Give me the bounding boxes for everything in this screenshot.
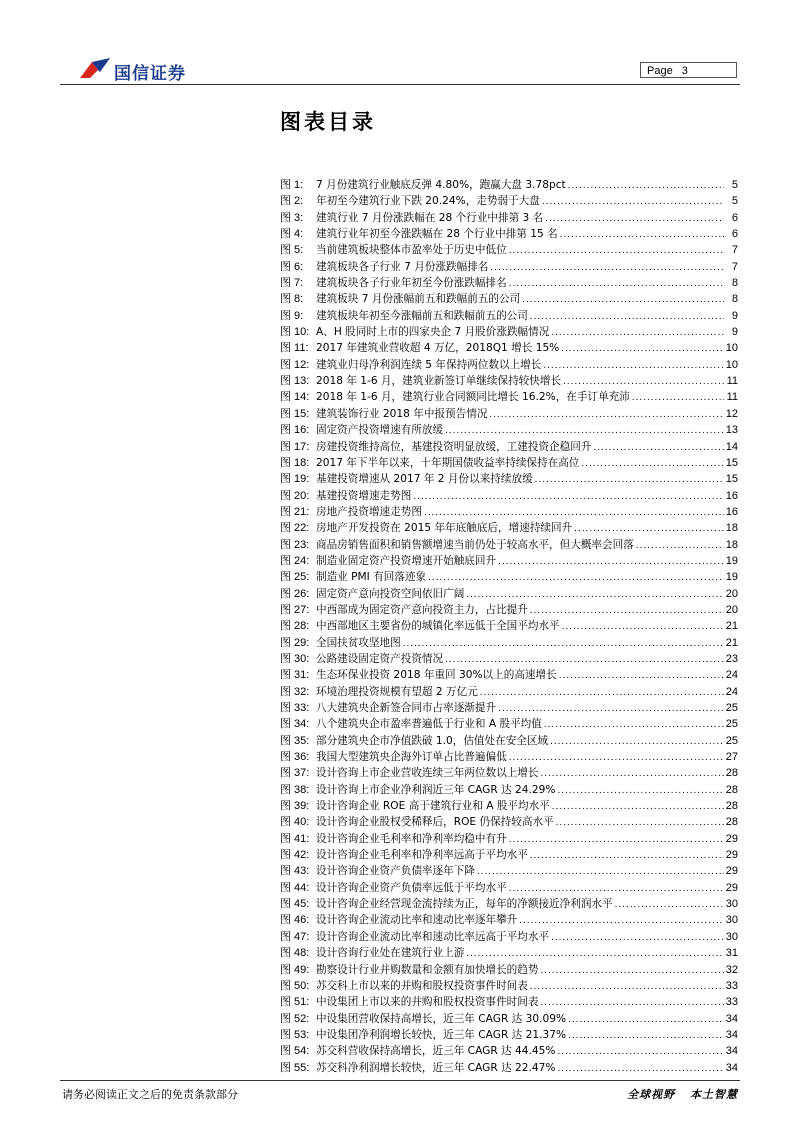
toc-leader-dots xyxy=(445,652,724,667)
toc-figure-title: 2018 年 1-6 月，建筑行业合同额同比增长 16.2%，在手订单充沛 xyxy=(316,391,630,404)
toc-entry[interactable] xyxy=(280,569,738,585)
toc-page-number: 29 xyxy=(725,832,738,845)
toc-page-number: 14 xyxy=(725,440,738,453)
toc-figure-number: 图 38: xyxy=(280,783,310,796)
toc-figure-number: 图 22: xyxy=(280,522,310,535)
toc-figure-number: 图 52: xyxy=(280,1012,310,1025)
company-name: 国信证券 xyxy=(114,64,186,84)
toc-leader-dots xyxy=(543,358,723,373)
toc-figure-number: 图 3: xyxy=(280,211,304,224)
footer-slogan-2: 本土智慧 xyxy=(690,1088,738,1101)
toc-page-number: 28 xyxy=(725,783,738,796)
toc-entry[interactable] xyxy=(280,945,738,961)
toc-figure-title: 设计咨询企业资产负债率逐年下降 xyxy=(316,865,475,878)
toc-leader-dots xyxy=(466,587,723,602)
toc-leader-dots xyxy=(552,799,724,814)
toc-figure-title: 建筑板块年初至今涨幅前五和跌幅前五的公司 xyxy=(316,309,528,322)
toc-page-number: 23 xyxy=(725,652,738,665)
toc-entry[interactable] xyxy=(280,700,738,716)
toc-leader-dots xyxy=(413,489,723,504)
toc-entry[interactable] xyxy=(280,553,738,569)
toc-figure-number: 图 4: xyxy=(280,228,304,241)
toc-leader-dots xyxy=(551,325,724,340)
toc-leader-dots xyxy=(509,750,724,765)
toc-leader-dots xyxy=(545,211,724,226)
toc-leader-dots xyxy=(522,292,724,307)
toc-entry[interactable] xyxy=(280,602,738,618)
toc-figure-title: 设计咨询企业流动比率和速动比率逐年攀升 xyxy=(316,914,518,927)
toc-figure-title: 部分建筑央企市净值跌破 1.0，估值处在安全区域 xyxy=(316,734,549,747)
toc-page-number: 33 xyxy=(725,979,738,992)
toc-page-number: 31 xyxy=(725,947,738,960)
toc-entry[interactable] xyxy=(280,749,738,765)
toc-entry[interactable] xyxy=(280,226,738,242)
toc-entry[interactable] xyxy=(280,994,738,1010)
toc-figure-number: 图 33: xyxy=(280,702,310,714)
toc-entry[interactable] xyxy=(280,929,738,945)
toc-page-number: 9 xyxy=(731,309,738,322)
toc-figure-title: 基建投资增速从 2017 年 2 月份以来持续放缓 xyxy=(316,473,533,486)
toc-entry[interactable] xyxy=(280,831,738,847)
toc-figure-number: 图 46: xyxy=(280,914,310,927)
toc-figure-title: 固定资产意向投资空间依旧广阔 xyxy=(316,587,465,600)
toc-leader-dots xyxy=(535,472,724,487)
toc-leader-dots xyxy=(490,260,724,275)
toc-figure-number: 图 53: xyxy=(280,1028,310,1041)
page-indicator xyxy=(640,62,737,78)
toc-leader-dots xyxy=(581,456,723,471)
toc-figure-number: 图 23: xyxy=(280,538,310,551)
toc-figure-number: 图 32: xyxy=(280,685,310,698)
toc-figure-title: 建筑板块各子行业 7 月份涨跌幅排名 xyxy=(316,260,489,273)
toc-entry[interactable] xyxy=(280,177,738,193)
toc-page-number: 18 xyxy=(725,538,738,551)
toc-leader-dots xyxy=(498,554,724,569)
toc-entry[interactable] xyxy=(280,537,738,553)
toc-entry[interactable] xyxy=(280,422,738,438)
toc-leader-dots xyxy=(557,783,723,798)
toc-figure-number: 图 45: xyxy=(280,898,310,911)
toc-figure-title: 生态环保业投资 2018 年重回 30%以上的高速增长 xyxy=(316,669,557,682)
toc-page-number: 29 xyxy=(725,865,738,878)
toc-figure-number: 图 54: xyxy=(280,1045,310,1058)
toc-figure-title: 我国大型建筑央企海外订单占比普遍偏低 xyxy=(316,751,507,764)
toc-figure-number: 图 17: xyxy=(280,440,310,453)
toc-figure-title: 固定资产投资增速有所放缓 xyxy=(316,424,444,437)
toc-figure-title: 中设集团营收保持高增长，近三年 CAGR 达 30.09% xyxy=(316,1012,567,1025)
toc-figure-title: 苏交科上市以来的并购和股权投资事件时间表 xyxy=(316,979,528,992)
toc-leader-dots xyxy=(557,1061,723,1076)
toc-page-number: 34 xyxy=(725,1028,738,1041)
toc-entry[interactable] xyxy=(280,373,738,389)
toc-figure-title: 2018 年 1-6 月，建筑业新签订单继续保持较快增长 xyxy=(316,375,562,388)
toc-figure-title: 环境治理投资规模有望超 2 万亿元 xyxy=(316,685,478,698)
toc-figure-number: 图 1: xyxy=(280,179,304,191)
toc-leader-dots xyxy=(562,619,724,634)
toc-page-number: 18 xyxy=(725,522,738,535)
toc-page-number: 27 xyxy=(725,751,738,764)
toc-leader-dots xyxy=(632,390,724,405)
toc-figure-title: 2017 年下半年以来，十年期国债收益率持续保持在高位 xyxy=(316,456,580,469)
toc-page-number: 16 xyxy=(725,489,738,502)
toc-leader-dots xyxy=(593,440,723,455)
toc-page-number: 24 xyxy=(725,685,738,698)
toc-page-number: 20 xyxy=(725,603,738,616)
toc-leader-dots xyxy=(568,1028,724,1043)
toc-entry[interactable] xyxy=(280,1011,738,1027)
toc-figure-title: 勘察设计行业并购数量和金额有加快增长的趋势 xyxy=(316,963,539,976)
toc-page-number: 10 xyxy=(725,358,738,371)
toc-leader-dots xyxy=(445,423,724,438)
toc-entry[interactable] xyxy=(280,193,738,209)
toc-figure-number: 图 10: xyxy=(280,326,310,339)
toc-figure-number: 图 6: xyxy=(280,260,304,273)
toc-leader-dots xyxy=(542,194,724,209)
toc-figure-title: 2017 年建筑业营收超 4 万亿，2018Q1 增长 15% xyxy=(316,342,560,355)
toc-leader-dots xyxy=(556,815,724,830)
toc-figure-title: 房地产开发投资在 2015 年年底触底后，增速持续回升 xyxy=(316,522,573,535)
toc-page-number: 21 xyxy=(725,636,738,649)
toc-entry[interactable] xyxy=(280,324,738,340)
toc-page-number: 34 xyxy=(725,1045,738,1058)
toc-entry[interactable] xyxy=(280,1043,738,1059)
toc-entry[interactable] xyxy=(280,912,738,928)
toc-figure-number: 图 15: xyxy=(280,407,310,420)
toc-entry[interactable] xyxy=(280,814,738,830)
toc-figure-title: 建筑行业 7 月份涨跌幅在 28 个行业中排第 3 名 xyxy=(316,211,544,224)
toc-leader-dots xyxy=(530,603,724,618)
toc-entry[interactable] xyxy=(280,962,738,978)
toc-entry[interactable] xyxy=(280,716,738,732)
toc-entry[interactable] xyxy=(280,1027,738,1043)
toc-figure-title: 设计咨询企业毛利率和净利率远高于平均水平 xyxy=(316,849,528,862)
page-title: 图表目录 xyxy=(280,110,376,134)
toc-figure-number: 图 5: xyxy=(280,244,304,257)
toc-figure-title: 当前建筑板块整体市盈率处于历史中低位 xyxy=(316,244,507,257)
toc-leader-dots xyxy=(489,407,723,422)
toc-page-number: 10 xyxy=(725,342,738,355)
toc-entry[interactable] xyxy=(280,259,738,275)
toc-entry[interactable] xyxy=(280,275,738,291)
toc-entry[interactable] xyxy=(280,504,738,520)
toc-leader-dots xyxy=(540,995,723,1010)
toc-page-number: 32 xyxy=(725,963,738,976)
toc-figure-title: 中西部成为固定资产意向投资主力，占比提升 xyxy=(316,603,528,616)
toc-figure-number: 图 37: xyxy=(280,767,310,780)
footer-slogan-1: 全球视野 xyxy=(627,1088,676,1101)
toc-leader-dots xyxy=(540,963,723,978)
toc-leader-dots xyxy=(428,570,724,585)
toc-figure-number: 图 26: xyxy=(280,587,310,600)
toc-figure-number: 图 49: xyxy=(280,963,310,976)
toc-figure-number: 图 27: xyxy=(280,603,310,616)
toc-figure-number: 图 47: xyxy=(280,930,310,943)
toc-page-number: 30 xyxy=(725,930,738,943)
page-label: Page xyxy=(647,65,673,77)
toc-figure-number: 图 28: xyxy=(280,620,310,633)
toc-figure-title: 设计咨询企业资产负债率远低于平均水平 xyxy=(316,881,507,894)
toc-page-number: 8 xyxy=(731,293,738,306)
toc-page-number: 16 xyxy=(725,505,738,518)
footer-disclaimer: 请务必阅读正文之后的免责条款部分 xyxy=(62,1088,238,1101)
toc-page-number: 25 xyxy=(725,734,738,747)
page-number: 3 xyxy=(681,65,688,77)
toc-figure-number: 图 13: xyxy=(280,375,310,388)
toc-figure-title: 设计咨询上市企业营收连续三年两位数以上增长 xyxy=(316,767,539,780)
toc-figure-title: A、H 股同时上市的四家央企 7 月股价涨跌幅情况 xyxy=(316,326,550,339)
toc-entry[interactable] xyxy=(280,357,738,373)
toc-figure-number: 图 35: xyxy=(280,734,310,747)
toc-figure-title: 年初至今建筑行业下跌 20.24%，走势弱于大盘 xyxy=(316,195,540,208)
toc-entry[interactable] xyxy=(280,471,738,487)
toc-leader-dots xyxy=(480,685,724,700)
toc-figure-number: 图 41: xyxy=(280,832,310,845)
toc-page-number: 13 xyxy=(725,424,738,437)
toc-entry[interactable] xyxy=(280,978,738,994)
toc-page-number: 11 xyxy=(726,391,738,404)
toc-entry[interactable] xyxy=(280,308,738,324)
toc-figure-number: 图 21: xyxy=(280,505,310,518)
toc-page-number: 24 xyxy=(725,669,738,682)
toc-figure-number: 图 30: xyxy=(280,652,310,665)
toc-figure-title: 建筑板块各子行业年初至今份涨跌幅排名 xyxy=(316,277,507,290)
toc-entry[interactable] xyxy=(280,765,738,781)
toc-figure-title: 设计咨询上市企业净利润近三年 CAGR 达 24.29% xyxy=(316,783,556,796)
toc-figure-title: 设计咨询企业 ROE 高于建筑行业和 A 股平均水平 xyxy=(316,800,550,813)
toc-leader-dots xyxy=(574,521,724,536)
toc-page-number: 28 xyxy=(725,800,738,813)
toc-page-number: 11 xyxy=(726,375,738,388)
toc-figure-title: 基建投资增速走势图 xyxy=(316,489,412,502)
toc-page-number: 7 xyxy=(731,260,738,273)
table-of-figures xyxy=(280,177,738,1076)
toc-page-number: 33 xyxy=(725,996,738,1009)
toc-leader-dots xyxy=(477,864,724,879)
toc-leader-dots xyxy=(544,717,724,732)
toc-page-number: 7 xyxy=(731,244,738,257)
toc-leader-dots xyxy=(559,668,724,683)
toc-page-number: 5 xyxy=(731,179,738,191)
toc-page-number: 15 xyxy=(725,473,738,486)
toc-page-number: 20 xyxy=(725,587,738,600)
toc-figure-number: 图 48: xyxy=(280,947,310,960)
toc-figure-number: 图 29: xyxy=(280,636,310,649)
toc-figure-number: 图 18: xyxy=(280,456,310,469)
toc-figure-number: 图 14: xyxy=(280,391,310,404)
toc-figure-title: 公路建设固定资产投资情况 xyxy=(316,652,444,665)
toc-figure-title: 全国扶贫攻坚地图 xyxy=(316,636,401,649)
toc-leader-dots xyxy=(560,227,724,242)
toc-leader-dots xyxy=(530,848,724,863)
toc-figure-title: 建筑业归母净利润连续 5 年保持两位数以上增长 xyxy=(316,358,542,371)
toc-entry[interactable] xyxy=(280,782,738,798)
logo-mark-icon xyxy=(78,56,112,82)
toc-leader-dots xyxy=(551,930,724,945)
toc-leader-dots xyxy=(530,309,724,324)
toc-figure-title: 设计咨询行业处在建筑行业上游 xyxy=(316,947,465,960)
toc-leader-dots xyxy=(550,734,724,749)
toc-figure-title: 中设集团上市以来的并购和股权投资事件时间表 xyxy=(316,996,539,1009)
toc-figure-number: 图 40: xyxy=(280,816,310,829)
toc-figure-number: 图 2: xyxy=(280,195,304,208)
toc-figure-title: 制造业 PMI 有回落迹象 xyxy=(316,571,427,584)
toc-entry[interactable] xyxy=(280,847,738,863)
toc-figure-number: 图 51: xyxy=(280,996,310,1009)
toc-entry[interactable] xyxy=(280,798,738,814)
toc-figure-number: 图 12: xyxy=(280,358,310,371)
toc-page-number: 19 xyxy=(725,571,738,584)
toc-leader-dots xyxy=(509,832,724,847)
toc-leader-dots xyxy=(563,374,724,389)
toc-page-number: 21 xyxy=(725,620,738,633)
toc-page-number: 6 xyxy=(731,228,738,241)
toc-leader-dots xyxy=(498,701,724,716)
toc-figure-number: 图 25: xyxy=(280,571,310,584)
toc-page-number: 19 xyxy=(725,554,738,567)
toc-figure-number: 图 43: xyxy=(280,865,310,878)
toc-entry[interactable] xyxy=(280,520,738,536)
toc-leader-dots xyxy=(636,538,724,553)
toc-leader-dots xyxy=(509,243,724,258)
toc-entry[interactable] xyxy=(280,455,738,471)
toc-entry[interactable] xyxy=(280,242,738,258)
toc-figure-number: 图 50: xyxy=(280,979,310,992)
toc-entry[interactable] xyxy=(280,667,738,683)
toc-page-number: 28 xyxy=(725,767,738,780)
toc-figure-number: 图 11: xyxy=(280,342,309,355)
toc-entry[interactable] xyxy=(280,733,738,749)
toc-entry[interactable] xyxy=(280,389,738,405)
toc-page-number: 15 xyxy=(725,456,738,469)
toc-leader-dots xyxy=(424,505,724,520)
toc-leader-dots xyxy=(466,946,723,961)
toc-page-number: 29 xyxy=(725,849,738,862)
toc-page-number: 28 xyxy=(725,816,738,829)
toc-leader-dots xyxy=(557,1044,723,1059)
toc-figure-number: 图 24: xyxy=(280,554,310,567)
toc-figure-title: 八个建筑央企市盈率普遍低于行业和 A 股平均值 xyxy=(316,718,542,731)
toc-page-number: 5 xyxy=(731,195,738,208)
toc-leader-dots xyxy=(509,881,724,896)
toc-figure-title: 房地产投资增速走势图 xyxy=(316,505,422,518)
toc-entry[interactable] xyxy=(280,488,738,504)
toc-entry[interactable] xyxy=(280,406,738,422)
toc-figure-title: 苏交科净利润增长较快，近三年 CAGR 达 22.47% xyxy=(316,1061,556,1074)
toc-figure-number: 图 34: xyxy=(280,718,310,731)
toc-figure-title: 设计咨询企业股权受稀释后，ROE 仍保持较高水平 xyxy=(316,816,554,829)
toc-entry[interactable] xyxy=(280,340,738,356)
toc-leader-dots xyxy=(615,897,724,912)
footer-slogan xyxy=(627,1086,738,1102)
toc-entry[interactable] xyxy=(280,1060,738,1076)
toc-figure-title: 中设集团净利润增长较快，近三年 CAGR 达 21.37% xyxy=(316,1028,567,1041)
toc-leader-dots xyxy=(403,636,724,651)
toc-entry[interactable] xyxy=(280,651,738,667)
header-divider xyxy=(60,84,740,85)
toc-page-number: 25 xyxy=(725,702,738,714)
toc-figure-number: 图 19: xyxy=(280,473,310,486)
toc-entry[interactable] xyxy=(280,291,738,307)
toc-page-number: 9 xyxy=(731,326,738,339)
toc-figure-title: 苏交科营收保持高增长，近三年 CAGR 达 44.45% xyxy=(316,1045,556,1058)
toc-page-number: 8 xyxy=(731,277,738,290)
toc-leader-dots xyxy=(509,276,724,291)
toc-figure-title: 建筑行业年初至今涨跌幅在 28 个行业中排第 15 名 xyxy=(316,228,558,241)
toc-figure-title: 房建投资维持高位，基建投资明显放缓，工建投资企稳回升 xyxy=(316,440,592,453)
toc-figure-number: 图 8: xyxy=(280,293,304,306)
toc-leader-dots xyxy=(568,178,724,193)
toc-figure-title: 中西部地区主要省份的城镇化率远低于全国平均水平 xyxy=(316,620,560,633)
toc-figure-number: 图 36: xyxy=(280,751,310,764)
toc-figure-number: 图 20: xyxy=(280,489,310,502)
toc-entry[interactable] xyxy=(280,635,738,651)
toc-figure-number: 图 42: xyxy=(280,849,310,862)
toc-leader-dots xyxy=(568,1012,724,1027)
toc-entry[interactable] xyxy=(280,618,738,634)
toc-entry[interactable] xyxy=(280,880,738,896)
toc-leader-dots xyxy=(540,766,723,781)
toc-figure-title: 设计咨询企业经营现金流持续为正，每年的净额接近净利润水平 xyxy=(316,898,613,911)
toc-figure-title: 建筑板块 7 月份涨幅前五和跌幅前五的公司 xyxy=(316,293,521,306)
toc-entry[interactable] xyxy=(280,439,738,455)
toc-figure-number: 图 39: xyxy=(280,800,310,813)
toc-entry[interactable] xyxy=(280,863,738,879)
toc-figure-title: 7 月份建筑行业触底反弹 4.80%，跑赢大盘 3.78pct xyxy=(316,179,566,191)
page-header xyxy=(0,0,800,90)
toc-page-number: 29 xyxy=(725,881,738,894)
toc-page-number: 25 xyxy=(725,718,738,731)
toc-figure-title: 建筑装饰行业 2018 年中报预告情况 xyxy=(316,407,488,420)
toc-page-number: 6 xyxy=(731,211,738,224)
toc-leader-dots xyxy=(519,913,723,928)
toc-figure-number: 图 31: xyxy=(280,669,310,682)
toc-figure-number: 图 55: xyxy=(280,1061,310,1074)
toc-page-number: 12 xyxy=(725,407,738,420)
toc-page-number: 30 xyxy=(725,898,738,911)
toc-figure-title: 商品房销售面积和销售额增速当前仍处于较高水平，但大概率会回落 xyxy=(316,538,634,551)
toc-entry[interactable] xyxy=(280,684,738,700)
toc-entry[interactable] xyxy=(280,210,738,226)
toc-figure-title: 设计咨询企业流动比率和速动比率远高于平均水平 xyxy=(316,930,550,943)
toc-figure-number: 图 7: xyxy=(280,277,304,290)
toc-entry[interactable] xyxy=(280,896,738,912)
toc-figure-title: 制造业固定资产投资增速开始触底回升 xyxy=(316,554,497,567)
footer-divider xyxy=(60,1080,740,1081)
toc-leader-dots xyxy=(530,979,724,994)
toc-figure-title: 八大建筑央企新签合同市占率逐渐提升 xyxy=(316,702,497,714)
toc-entry[interactable] xyxy=(280,586,738,602)
toc-page-number: 34 xyxy=(725,1012,738,1025)
toc-leader-dots xyxy=(561,341,724,356)
toc-figure-number: 图 16: xyxy=(280,424,310,437)
toc-page-number: 30 xyxy=(725,914,738,927)
toc-figure-number: 图 9: xyxy=(280,309,304,322)
toc-page-number: 34 xyxy=(725,1061,738,1074)
toc-figure-number: 图 44: xyxy=(280,881,310,894)
toc-figure-title: 设计咨询企业毛利率和净利率均稳中有升 xyxy=(316,832,507,845)
